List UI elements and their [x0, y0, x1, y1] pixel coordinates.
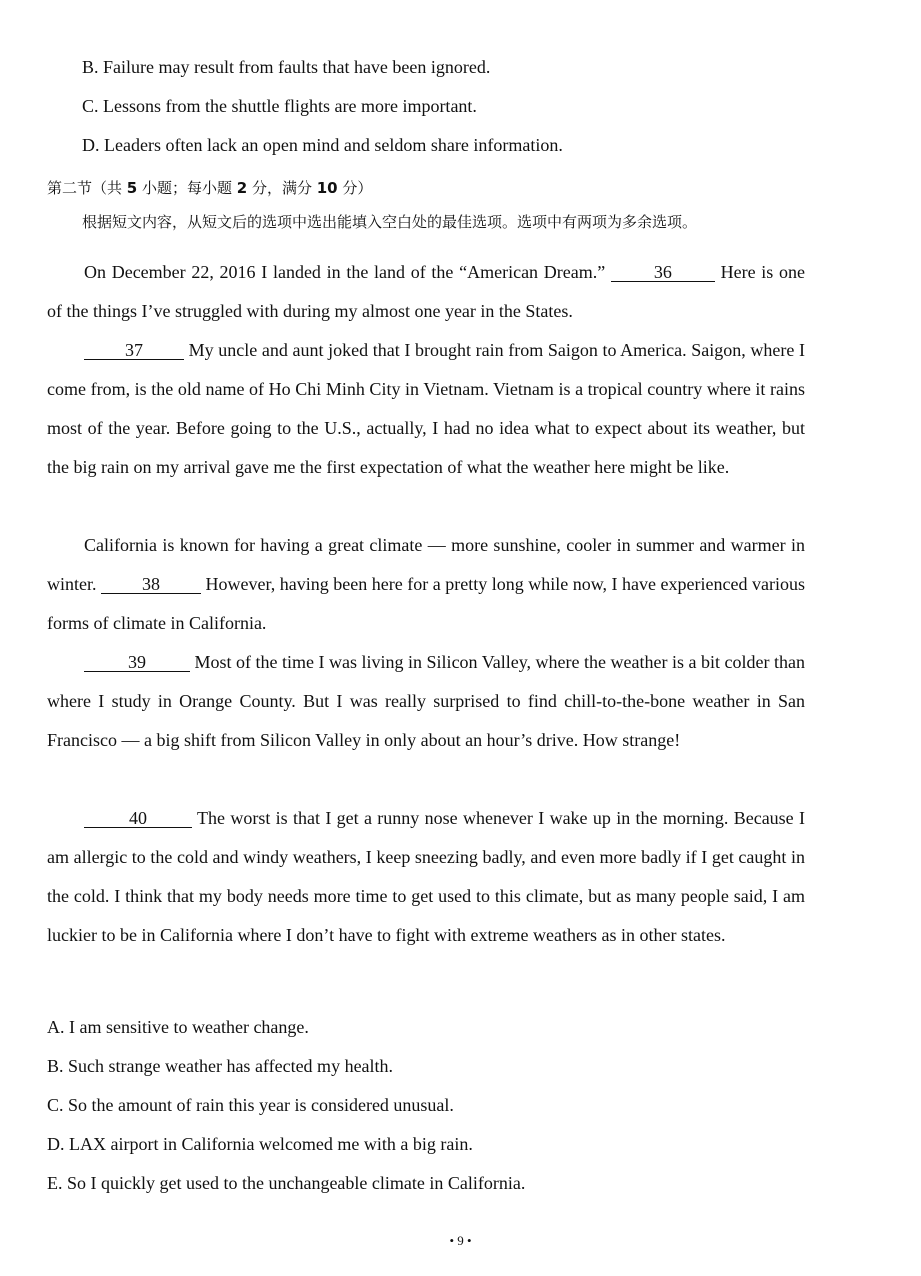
blank-39: 39 — [84, 653, 190, 672]
blank-38: 38 — [101, 575, 201, 594]
page-number: • 9 • — [449, 1233, 472, 1248]
option-d: D. LAX airport in California welcomed me with a big rain. — [47, 1134, 473, 1154]
paragraph-5: 40 The worst is that I get a runny nose whenever I wake up in the morning. Because I am allergic to the cold and windy weathers, I keep sneezing badly, and even more badly if I get caught in the cold. I think that my body needs more time to get used to this climate, but as many people said, I am luckier to be in California where I don’t have to fight with extreme weathers as in other states. — [47, 808, 805, 945]
prev-option-c: C. Lessons from the shuttle flights are more important. — [82, 96, 477, 116]
blank-40: 40 — [84, 809, 192, 828]
section-title: 第二节（共 5 小题；每小题 2 分，满分 10 分） — [47, 179, 373, 197]
section-instruction: 根据短文内容，从短文后的选项中选出能填入空白处的最佳选项。选项中有两项为多余选项。 — [82, 213, 698, 231]
paragraph-2: 37 My uncle and aunt joked that I brought rain from Saigon to America. Saigon, where I come from, is the old name of Ho Chi Minh City in Vietnam. Vietnam is a tropical country where it rains most of the year. Before going to the U.S., actually, I had no idea what to expect about its weather, but the big rain on my arrival gave me the first expectation of what the weather here might be like. — [47, 340, 805, 477]
option-a: A. I am sensitive to weather change. — [47, 1017, 309, 1037]
paragraph-3: California is known for having a great climate — more sunshine, cooler in summer and warmer in winter. 38 However, having been here for a pretty long while now, I have experienced various forms of climate in California. — [47, 535, 805, 633]
prev-option-d: D. Leaders often lack an open mind and seldom share information. — [82, 135, 563, 155]
option-e: E. So I quickly get used to the unchangeable climate in California. — [47, 1173, 526, 1193]
paragraph-4: 39 Most of the time I was living in Silicon Valley, where the weather is a bit colder than where I study in Orange County. But I was really surprised to find chill-to-the-bone weather in San Francisco — a big shift from Silicon Valley in only about an hour’s drive. How strange! — [47, 652, 805, 750]
prev-option-b: B. Failure may result from faults that have been ignored. — [82, 57, 491, 77]
option-c: C. So the amount of rain this year is considered unusual. — [47, 1095, 454, 1115]
option-b: B. Such strange weather has affected my health. — [47, 1056, 394, 1076]
blank-37: 37 — [84, 341, 184, 360]
paragraph-1: On December 22, 2016 I landed in the land of the “American Dream.” 36 Here is one of the things I’ve struggled with during my almost one year in the States. — [47, 262, 805, 321]
blank-36: 36 — [611, 263, 715, 282]
